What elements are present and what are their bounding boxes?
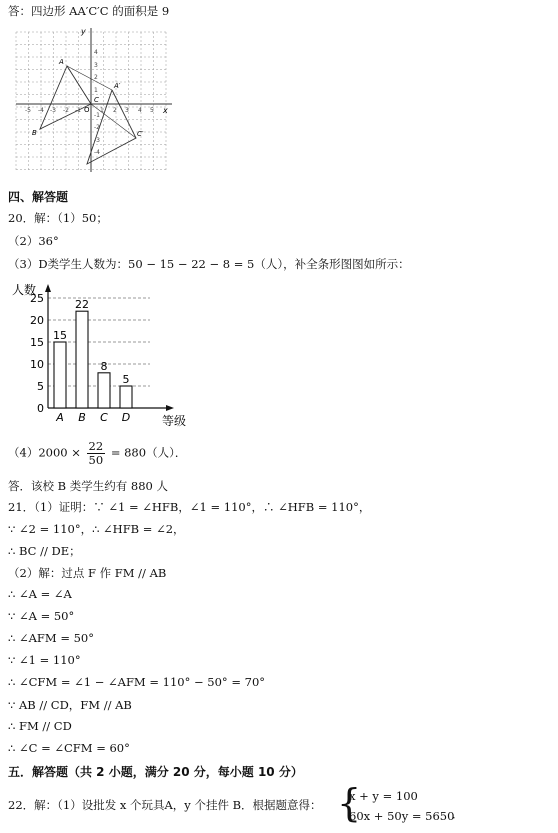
x-axis-arrow: [166, 405, 174, 411]
q21-line11: ∴ FM // CD: [8, 719, 72, 733]
point-a-prime-label: A′: [114, 82, 121, 90]
x-tick-label: 4: [138, 107, 142, 114]
y-axis-arrow: [45, 284, 51, 292]
x-tick-label: 5: [150, 107, 154, 114]
section5-title: 五．解答题（共 2 小题，满分 20 分，每小题 10 分）: [8, 765, 303, 779]
category-label: D: [121, 411, 131, 424]
x-tick-label: -5: [25, 107, 31, 114]
point-a-label: A: [59, 58, 64, 66]
q22-eq2: 60x + 50y = 5650: [349, 809, 455, 823]
x-axis-label: 等级: [162, 414, 187, 428]
q22-eq1: x + y = 100: [349, 789, 418, 803]
q20-line5: 答．该校 B 类学生约有 880 人: [8, 479, 169, 493]
q21-line12: ∴ ∠C = ∠CFM = 60°: [8, 741, 130, 755]
q21-line6: ∵ ∠A = 50°: [8, 609, 75, 623]
y-tick-label: 10: [30, 358, 44, 371]
y-tick-label: 20: [30, 314, 44, 327]
coordinate-grid-figure: [12, 24, 182, 174]
bar: [76, 311, 88, 408]
x-tick-label: -3: [50, 107, 56, 114]
category-label: C: [100, 411, 108, 424]
bar: [98, 373, 110, 408]
y-tick-label: 3: [94, 62, 98, 69]
bar: [54, 342, 66, 408]
bar: [120, 386, 132, 408]
q21-line10: ∵ AB // CD，FM // AB: [8, 698, 132, 712]
x-tick-label: 1: [100, 107, 104, 114]
x-tick-label: -1: [75, 107, 81, 114]
q21-line9: ∴ ∠CFM = ∠1 − ∠AFM = 110° − 50° = 70°: [8, 675, 266, 689]
y-tick-label: 2: [94, 74, 98, 81]
bar-value-label: 22: [75, 298, 89, 312]
y-tick-label: 1: [94, 87, 98, 94]
y-tick-label: 5: [37, 380, 44, 393]
x-axis-label: x: [163, 106, 168, 115]
category-label: A: [56, 411, 64, 424]
x-tick-label: 2: [113, 107, 117, 114]
fraction-denominator: 50: [88, 453, 104, 467]
q20-line1: 20．解：（1）50；: [8, 211, 108, 225]
point-c-label: C: [94, 96, 99, 104]
y-tick-label: -4: [94, 149, 100, 156]
q21-line4: （2）解：过点 F 作 FM // AB: [8, 566, 167, 580]
q20-line3: （3）D类学生人数为：50 − 15 − 22 − 8 = 5（人），补全条形图图如所示：: [8, 257, 410, 271]
y-tick-label: 25: [30, 292, 44, 305]
fraction-22-50: [87, 440, 106, 467]
y-tick-label: 4: [94, 49, 98, 56]
bar-value-label: 8: [100, 359, 108, 373]
origin-label: O: [84, 106, 90, 114]
y-tick-label: 0: [37, 402, 44, 415]
equation-system-brace: {: [337, 781, 362, 825]
fraction-numerator: 22: [88, 439, 104, 453]
q21-line2: ∵ ∠2 = 110°，∴ ∠HFB = ∠2，: [8, 522, 185, 536]
q20-line4-pre: （4）2000 ×: [8, 445, 81, 460]
q21-line5: ∴ ∠A = ∠A: [8, 587, 72, 601]
y-tick-label: -1: [94, 112, 100, 119]
x-tick-label: -2: [63, 107, 69, 114]
q21-line1: 21．（1）证明：∵ ∠1 = ∠HFB，∠1 = 110°，∴ ∠HFB = 110°，: [8, 500, 371, 514]
x-tick-label: 3: [125, 107, 129, 114]
section4-title: 四、解答题: [8, 190, 69, 204]
point-b-label: B: [32, 129, 37, 137]
bar-value-label: 15: [53, 329, 67, 342]
q20-line4-post: = 880（人）．: [110, 445, 187, 460]
q21-line8: ∵ ∠1 = 110°: [8, 653, 81, 667]
q21-line7: ∴ ∠AFM = 50°: [8, 631, 94, 645]
y-tick-label: 15: [30, 336, 44, 349]
bar-chart: [10, 278, 210, 428]
q20-line2: （2）36°: [8, 234, 59, 248]
q20-line4: [8, 440, 186, 467]
x-tick-label: -4: [38, 107, 44, 114]
q21-line3: ∴ BC // DE；: [8, 544, 81, 558]
bar-value-label: 5: [122, 373, 130, 386]
y-axis-label: y: [81, 27, 86, 36]
q22-end: ．: [452, 807, 464, 821]
y-axis-label: 人数: [12, 283, 37, 297]
top-answer: 答：四边形 AA′C′C 的面积是 9: [8, 4, 170, 18]
y-tick-label: -3: [94, 137, 100, 144]
category-label: B: [78, 411, 86, 424]
q22-line1: 22．解：（1）设批发 x 个玩具A，y 个挂件 B．根据题意得：: [8, 798, 322, 812]
point-c-prime-label: C′: [137, 130, 144, 138]
y-tick-label: -2: [94, 124, 100, 131]
